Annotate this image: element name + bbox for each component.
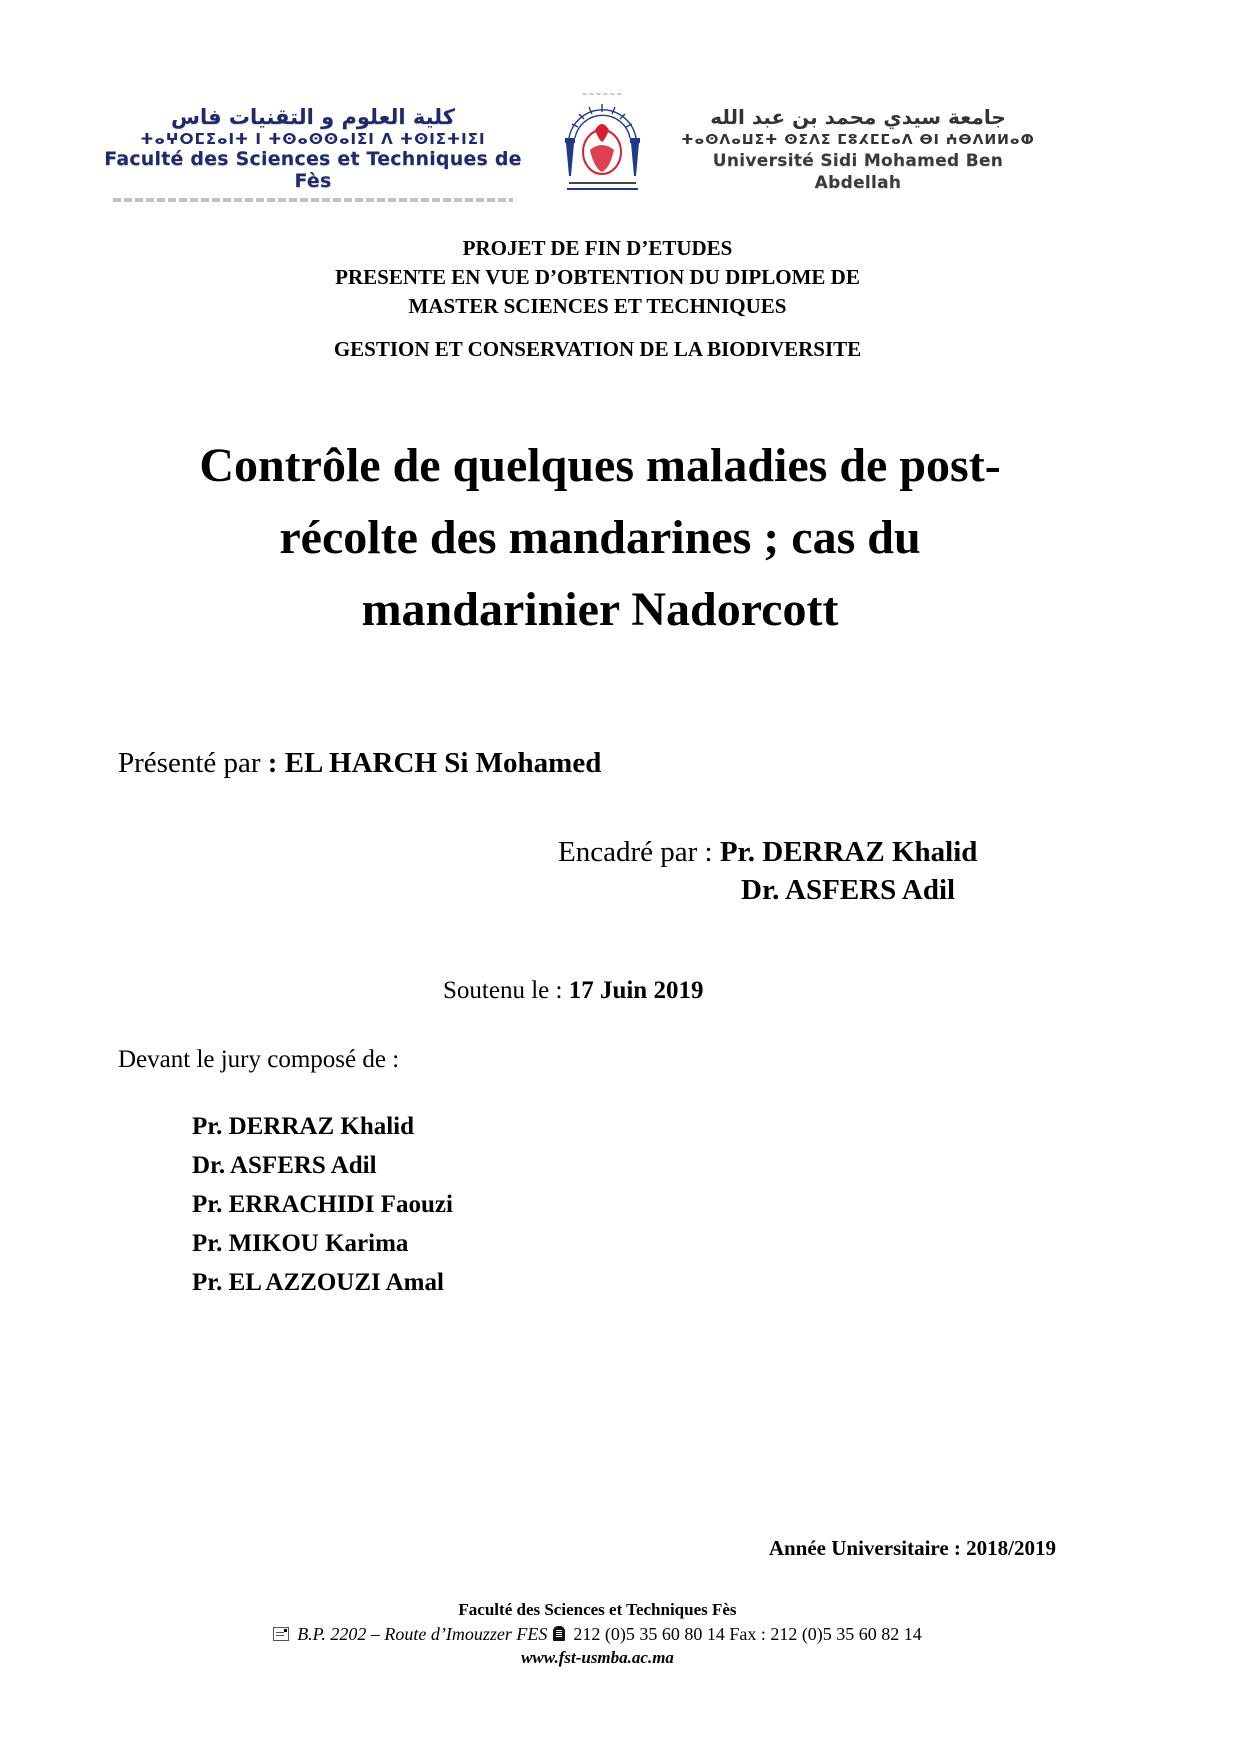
fst-logo-french: Faculté des Sciences et Techniques de Fès [104,148,522,192]
fst-logo [98,104,528,202]
jury-member: Pr. ERRACHIDI Faouzi [192,1191,453,1218]
jury-member: Pr. EL AZZOUZI Amal [192,1269,444,1296]
footer-address: B.P. 2202 – Route d’Imouzzer FES [297,1624,548,1644]
presented-by-label: Présenté par [118,747,261,779]
author-name: EL HARCH Si Mohamed [284,747,602,779]
footer-phone: 212 (0)5 35 60 80 14 Fax : 212 (0)5 35 60 82 14 [573,1624,922,1644]
thesis-title-line-3: mandarinier Nadorcott [361,583,839,636]
footer-website-link[interactable]: www.fst-usmba.ac.ma [521,1648,674,1667]
supervisor-name: Dr. ASFERS Adil [741,874,956,906]
defense-date-value: 17 Juin 2019 [568,977,704,1004]
program-line-3: MASTER SCIENCES ET TECHNIQUES [408,294,787,318]
fst-logo-tifinagh: ⵜⴰⵖⵔⵎⵉⴰⵏⵜ ⵏ ⵜⵙⴰⵙⵙⴰⵏⵉⵏ ⴷ ⵜⵙⵏⵉⵜⵏⵉⵏ [140,130,486,148]
thesis-title-line-2: récolte des mandarines ; cas du [279,511,921,564]
phone-icon [553,1626,565,1641]
usmba-logo-arabic: جامعة سيدي محمد بن عبد الله [710,105,1006,129]
academic-year: Année Universitaire : 2018/2019 [768,1536,1056,1560]
supervised-by-label: Encadré par : [558,836,720,868]
fst-logo-arabic: كلية العلوم و التقنيات فاس [171,105,455,129]
usmba-logo-tifinagh: ⵜⴰⵙⴷⴰⵡⵉⵜ ⵙⵉⴷⵉ ⵎⵓⵃⵎⵎⴰⴷ ⴱⵏ ⵄⴱⴷⵍⵍⴰⵀ [681,132,1035,148]
jury-member: Pr. MIKOU Karima [192,1230,409,1257]
defense-date [443,975,703,1007]
defense-date-label: Soutenu le : [443,977,569,1004]
usmba-logo-french: Université Sidi Mohamed Ben Abdellah [712,151,1004,193]
svg-text:~ ~ ~ ~ ~ ~: ~ ~ ~ ~ ~ ~ [582,91,622,98]
page-footer [0,1598,1195,1670]
jury-label: Devant le jury composé de : [118,1046,400,1073]
footer-faculty: Faculté des Sciences et Techniques Fès [458,1600,737,1619]
presented-by-separator: : [260,747,285,779]
jury-member: Pr. DERRAZ Khalid [192,1113,415,1140]
program-specialty: GESTION ET CONSERVATION DE LA BIODIVERSITE [333,337,862,361]
usmba-logo [668,104,1048,194]
footer-contact [0,1622,1195,1646]
presented-by [118,745,601,781]
jury-member: Dr. ASFERS Adil [192,1152,377,1179]
program-line-1: PROJET DE FIN D’ETUDES [462,236,733,260]
mail-icon [273,1627,289,1641]
fst-logo-underline [113,198,513,202]
supervised-by [558,833,977,909]
thesis-title-line-1: Contrôle de quelques maladies de post- [199,439,1001,492]
program-line-2: PRESENTE EN VUE D’OBTENTION DU DIPLOME DE [335,265,860,289]
program-heading [0,234,1195,364]
university-emblem-icon [555,80,650,198]
jury-list [192,1107,453,1302]
supervisor-name: Pr. DERRAZ Khalid [719,836,978,868]
thesis-title [110,430,1090,646]
